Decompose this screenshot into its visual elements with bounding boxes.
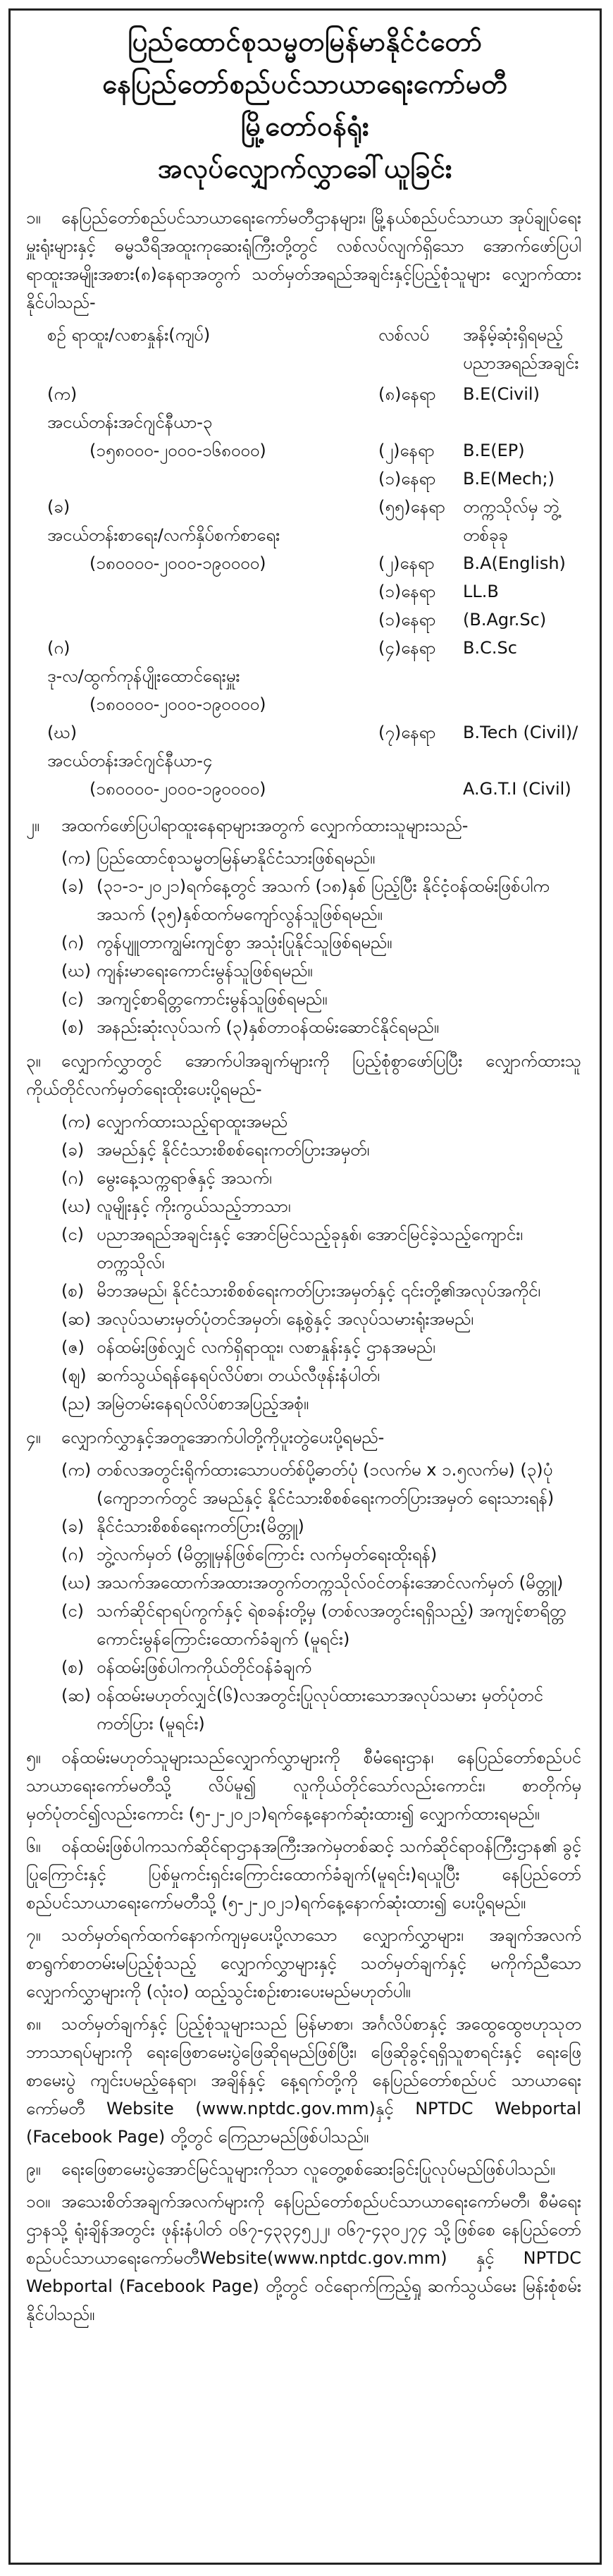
paragraph-6 [26,1832,581,1917]
position-row [47,775,581,803]
announcement-body [11,190,600,2329]
positions-table [26,321,581,803]
list-item [61,1569,581,1597]
list-item-text: လူမျိုးနှင့် ကိုးကွယ်သည့်ဘာသာ၊ [97,1196,291,1216]
qualification: LL.B [463,582,499,601]
announcement-header [11,11,600,190]
vacancy-count: (၄)နေရာ [378,638,436,658]
paragraph-4 [26,1423,581,1452]
list-item-text: အကျင့်စာရိတ္တကောင်းမွန်သူဖြစ်ရမည်။ [97,989,328,1009]
position-name: အငယ်တန်းစာရေး/လက်နှိပ်စက်စာရေး [47,525,280,545]
paragraph-5 [26,1743,581,1828]
list-item-marker: (ခ) [61,1516,85,1536]
paragraph-number: ၈။ [26,2014,41,2034]
list-item [61,1653,581,1681]
vacancy-count: (၂)နေရာ [378,553,435,573]
qualification: B.E(Civil) [463,384,540,404]
paragraph-number: ၅။ [26,1748,41,1767]
list-item-text: နိုင်ငံသားစိစစ်ရေးကတ်ပြား(မိတ္တူ) [97,1516,304,1536]
list-item-text: အလုပ်သမားမှတ်ပုံတင်အမှတ်၊ နေ့စွဲနှင့် အလုပ်သမားရုံးအမည်၊ [97,1309,474,1329]
list-item-marker: (ဂ) [61,1168,85,1188]
qualification: တက္ကသိုလ်မှ ဘွဲ့တစ်ခုခု [463,497,560,545]
list-item-text: လျှောက်ထားသည့်ရာထူးအမည် [97,1112,288,1131]
list-item [61,1333,581,1361]
paragraph-text: ဝန်ထမ်းမဟုတ်သူများသည်လျှောက်လွှာများကို စီမံရေးဌာန၊ နေပြည်တော်စည်ပင် သာယာရေးကော်မတီသို့ လိပ်မူ၍ လူကိုယ်တိုင်သော်လည်းကောင်း၊ စာတိုက်မှ မှတ်ပုံတင်၍လည်းကောင်း (၅-၂-၂၀၂၁)ရက်နေ့နောက်ဆုံးထား၍ လျှောက်ထားရမည်။ [26,1748,581,1824]
list-item-marker: (ဂ) [61,1545,85,1564]
paragraph-number: ၄။ [26,1428,41,1447]
position-row [47,493,581,549]
list-item [61,1277,581,1305]
paragraph-number: ၃။ [26,1051,41,1071]
list-item [61,1136,581,1164]
header-position-salary: စဉ် ရာထူး/လစာနှုန်း(ကျပ်) [47,325,211,345]
list-item-marker: (ဃ) [61,1573,92,1593]
position-name: အငယ်တန်းအင်ဂျင်နီယာ-၄ [47,751,213,771]
list-item-marker: (စ) [61,1281,85,1301]
list-item [61,1597,581,1653]
list-item-text: ဘွဲ့လက်မှတ် (မိတ္တူမှန်ဖြစ်ကြောင်း လက်မှတ်ရေးထိုးရန်) [97,1545,438,1564]
position-marker: (ဃ) [47,723,78,742]
qualification: A.G.T.I (Civil) [463,779,571,799]
paragraph-text: သတ်မှတ်ရက်ထက်နောက်ကျမှပေးပို့လာသော လျှောက်လွှာများ၊ အချက်အလက် စာရွက်စာတမ်းမပြည့်စုံသည့် လျှောက်လွှာများနှင့် သတ်မှတ်ချက်နှင့် မကိုက်ညီသော လျှောက်လွှာများကို (လုံးဝ) ထည့်သွင်းစဉ်းစားပေးမည်မဟုတ်ပါ။ [26,1925,581,2001]
vacancy-count: (၇)နေရာ [378,723,436,742]
position-salary: (၁၅၈၀၀၀-၂၀၀၀-၁၆၈၀၀၀) [89,441,266,460]
list-item [61,985,581,1013]
list-item-text: ကျန်းမာရေးကောင်းမွန်သူဖြစ်ရမည်။ [97,961,313,981]
list-item-text: ကွန်ပျူတာကျွမ်းကျင်စွာ အသုံးပြုနိုင်သူဖြစ်ရမည်။ [97,933,392,952]
list-item-marker: (စ) [61,1657,85,1677]
list-item-text: ဆက်သွယ်ရန်နေရပ်လိပ်စာ၊ တယ်လီဖုန်းနံပါတ်၊ [97,1366,380,1385]
position-spacer [47,465,378,493]
list-item-text: အနည်းဆုံးလုပ်သက် (၃)နှစ်တာဝန်ထမ်းဆောင်နိုင်ရမည်။ [97,1017,439,1037]
list-item-marker: (က) [61,848,92,868]
qualification: B.E(Mech;) [463,469,555,489]
position-row [47,606,581,634]
list-item [61,1220,581,1277]
paragraph-text: လျှောက်လွှာနှင့်အတူအောက်ပါတို့ကိုပူးတွဲပေးပို့ရမည်- [61,1428,385,1447]
list-item-marker: (င) [61,989,85,1009]
vacancy-count: (၁)နေရာ [378,610,436,630]
vacancy-spacer [378,690,463,718]
list-item-marker: (င) [61,1601,85,1621]
vacancy-count: (၈)နေရာ [378,384,436,404]
list-item [61,1681,581,1738]
header-country-line: ပြည်ထောင်စုသမ္မတမြန်မာနိုင်ငံတော် [128,26,483,57]
paragraph-text: အထက်ဖော်ပြပါရာထူးနေရာများအတွက် လျှောက်ထားသူများသည်- [61,816,469,835]
list-item-text: အမြဲတမ်းနေရပ်လိပ်စာအပြည့်အစုံ။ [97,1394,309,1413]
list-item-marker: (ဈ) [61,1366,87,1385]
list-item-text: ပညာအရည်အချင်းနှင့် အောင်မြင်သည့်ခုနှစ်၊ အောင်မြင်ခဲ့သည့်ကျောင်း၊ တက္ကသိုလ်၊ [97,1225,524,1272]
position-row [47,436,581,465]
list-item-marker: (ည) [61,1394,91,1413]
position-name: အငယ်တန်းအင်ဂျင်နီယာ-၃ [47,412,213,432]
position-title [47,634,378,690]
paragraph-1 [26,204,581,317]
requirements-list [26,844,581,1041]
positions-list [47,380,581,803]
paragraph-number: ၁။ [26,208,41,228]
list-item [61,1361,581,1390]
header-vacancy: လစ်လပ် [378,325,430,345]
list-item-text: (၃၁-၁-၂၀၂၁)ရက်နေ့တွင် အသက် (၁၈)နှစ် ပြည့်ပြီး နိုင်ငံ့ဝန်ထမ်းဖြစ်ပါက အသက် (၃၅)နှစ်ထက်မကျော်လွန်သူဖြစ်ရမည်။ [97,876,550,924]
position-marker: (က) [47,384,78,404]
position-salary: (၁၈၀၀၀၀-၂၀၀၀-၁၉၀၀၀၀) [89,694,266,714]
list-item-text: သက်ဆိုင်ရာရပ်ကွက်နှင့် ရဲစခန်းတို့မှ (တစ်လအတွင်းရရှိသည့်) အကျင့်စာရိတ္တကောင်းမွန်ကြောင်းထောက်ခံချက် (မူရင်း) [97,1601,566,1649]
header-qualification-line1: အနိမ့်ဆုံးရှိရမည့် [463,325,563,345]
qualification: B.A(English) [463,553,566,573]
vacancy-count [378,775,463,803]
list-item-marker: (ဂ) [61,933,85,952]
header-committee-line: နေပြည်တော်စည်ပင်သာယာရေးကော်မတီ [102,68,508,99]
paragraph-number: ၁၀။ [26,2192,51,2212]
vacancy-count: (၅၅)နေရာ [378,497,445,517]
position-row [47,634,581,690]
position-title [47,380,378,436]
paragraph-3 [26,1047,581,1103]
position-row [47,577,581,606]
application-details-list [26,1108,581,1418]
list-item-marker: (စ) [61,1017,85,1037]
header-qualification [463,321,581,377]
paragraph-9 [26,2155,581,2183]
paragraph-text: လျှောက်လွှာတွင် အောက်ပါအချက်များကို ပြည့်စုံစွာဖော်ပြပြီး လျှောက်ထားသူ ကိုယ်တိုင်လက်မှတ်ရေးထိုးပေးပို့ရမည်- [26,1051,581,1099]
position-title [47,493,378,549]
list-item [61,872,581,928]
paragraph-7 [26,1921,581,2006]
list-item [61,1108,581,1136]
position-marker: (ဂ) [47,638,70,658]
position-row [47,690,581,718]
list-item [61,1456,581,1512]
qualification: (B.Agr.Sc) [463,610,547,630]
paragraph-2 [26,811,581,840]
list-item-marker: (ဃ) [61,1196,92,1216]
list-item-marker: (ဇ) [61,1337,85,1357]
list-item-text: ဝန်ထမ်းမဟုတ်လျှင်(၆)လအတွင်းပြုလုပ်ထားသောအလုပ်သမား မှတ်ပုံတင်ကတ်ပြား (မူရင်း) [97,1686,543,1734]
paragraph-text: ရေးဖြေစာမေးပွဲအောင်မြင်သူများကိုသာ လူတွေ့စစ်ဆေးခြင်းပြုလုပ်မည်ဖြစ်ပါသည်။ [61,2159,556,2179]
list-item-text: ဝန်ထမ်းဖြစ်လျှင် လက်ရှိရာထူး၊ လစာနှုန်းနှင့် ဌာနအမည်၊ [97,1337,435,1357]
list-item-text: ပြည်ထောင်စုသမ္မတမြန်မာနိုင်ငံသားဖြစ်ရမည်။ [97,848,376,868]
vacancy-count: (၂)နေရာ [378,441,435,460]
position-salary: (၁၈၀၀၀၀-၂၀၀၀-၁၉၀၀၀၀) [89,779,266,799]
list-item-text: ဝန်ထမ်းဖြစ်ပါကကိုယ်တိုင်ဝန်ခံချက် [97,1657,312,1677]
list-item-marker: (ဆ) [61,1309,91,1329]
position-spacer [47,606,378,634]
list-item-marker: (ဆ) [61,1686,91,1705]
list-item-text: အသက်အထောက်အထားအတွက်တက္ကသိုလ်ဝင်တန်းအောင်လက်မှတ် (မိတ္တူ) [97,1573,564,1593]
announcement-frame [8,8,602,2565]
paragraph-text: ဝန်ထမ်းဖြစ်ပါကသက်ဆိုင်ရာဌာနအကြီးအကဲမှတစ်ဆင့် သက်ဆိုင်ရာဝန်ကြီးဌာန၏ ခွင့်ပြုကြောင်းနှင့် ပြစ်မှုကင်းရှင်းကြောင်းထောက်ခံချက်(မူရင်း)ရယူပြီး နေပြည်တော် စည်ပင်သာယာရေးကော်မတီသို့ (၅-၂-၂၀၂၁)ရက်နေ့နောက်ဆုံးထား၍ ပေးပို့ရမည်။ [26,1836,581,1913]
list-item-marker: (ဃ) [61,961,92,981]
list-item [61,1164,581,1192]
qualification: B.E(EP) [463,441,525,460]
header-qualification-line2: ပညာအရည်အချင်း [463,353,579,373]
attachments-list [26,1456,581,1738]
paragraph-10 [26,2188,581,2329]
list-item-marker: (က) [61,1460,92,1480]
header-office-line: မြို့တော်ဝန်ရုံး [240,111,370,142]
list-item-text: မိဘအမည်၊ နိုင်ငံသားစိစစ်ရေးကတ်ပြားအမှတ်နှင့် ၎င်းတို့၏အလုပ်အကိုင်၊ [97,1281,541,1301]
list-item [61,1390,581,1418]
position-row [47,549,581,577]
qualification: B.C.Sc [463,638,517,658]
list-item [61,1512,581,1540]
list-item [61,1305,581,1333]
vacancy-count: (၁)နေရာ [378,469,436,489]
positions-table-header [47,321,581,377]
paragraph-number: ၇။ [26,1925,41,1945]
paragraph-text: အသေးစိတ်အချက်အလက်များကို နေပြည်တော်စည်ပင်သာယာရေးကော်မတီ၊ စီမံရေးဌာနသို့ ရုံးချိန်အတွင်း ဖုန်းနံပါတ် ၀၆၇-၄၃၃၄၅၂၂၊ ၀၆၇-၄၃၀၂၇၄ သို့ဖြစ်စေ နေပြည်တော်စည်ပင်သာယာရေးကော်မတီWebsite(www.nptdc.gov.mm) နှင့် NPTDC Webportal (Facebook Page) တို့တွင် ဝင်ရောက်ကြည့်ရှု ဆက်သွယ်မေး မြန်းစုံစမ်းနိုင်ပါသည်။ [26,2192,581,2324]
position-row [47,380,581,436]
list-item-text: အမည်နှင့် နိုင်ငံသားစိစစ်ရေးကတ်ပြားအမှတ်၊ [97,1140,370,1160]
paragraph-8 [26,2010,581,2151]
position-marker: (ခ) [47,497,70,517]
list-item [61,1013,581,1041]
position-title [47,718,378,775]
position-row [47,718,581,775]
list-item [61,1540,581,1569]
list-item-marker: (ခ) [61,876,85,896]
paragraph-text: သတ်မှတ်ချက်နှင့် ပြည့်စုံသူများသည် မြန်မာစာ၊ အင်္ဂလိပ်စာနှင့် အထွေထွေဗဟုသုတ ဘာသာရပ်များကို ရေးဖြေစာမေးပွဲဖြေဆိုရမည်ဖြစ်ပြီး၊ ဖြေဆိုခွင့်ရရှိသူစာရင်းနှင့် ရေးဖြေစာမေးပွဲ ကျင်းပမည့်နေရာ၊ အချိန်နှင့် နေ့ရက်တို့ကို နေပြည်တော်စည်ပင် သာယာရေးကော်မတီ Website (www.nptdc.gov.mm)နှင့် NPTDC Webportal (Facebook Page) တို့တွင် ကြေညာမည်ဖြစ်ပါသည်။ [26,2014,581,2147]
paragraph-text: နေပြည်တော်စည်ပင်သာယာရေးကော်မတီဌာနများ၊ မြို့နယ်စည်ပင်သာယာ အုပ်ချုပ်ရေးမှူးရုံးများနှင့် ဓမ္မသီရိအထူးကုဆေးရုံကြီးတို့တွင် လစ်လပ်လျက်ရှိသော အောက်ဖော်ပြပါ ရာထူးအမျိုးအစား(၈)နေရာအတွက် သတ်မှတ်အရည်အချင်းနှင့်ပြည့်စုံသူများ လျှောက်ထားနိုင်ပါသည်- [26,208,581,312]
paragraph-number: ၂။ [26,816,40,835]
vacancy-count: (၁)နေရာ [378,582,436,601]
position-row [47,465,581,493]
list-item [61,1192,581,1220]
qualification: B.Tech (Civil)/ [463,723,578,742]
position-name: ဒု-လ/ထွက်ကုန်ပျိုးထောင်ရေးမှူး [47,666,240,686]
announcement-title: အလုပ်လျှောက်လွှာခေါ်ယူခြင်း [157,153,453,184]
position-spacer [47,577,378,606]
paragraph-number: ၉။ [26,2159,41,2179]
list-item [61,957,581,985]
list-item [61,928,581,957]
list-item-marker: (ခ) [61,1140,85,1160]
position-salary: (၁၈၀၀၀၀-၂၀၀၀-၁၉၀၀၀၀) [89,553,266,573]
list-item-text: မွေးနေ့သက္ကရာဇ်နှင့် အသက်၊ [97,1168,272,1188]
paragraph-number: ၆။ [26,1836,41,1856]
list-item-marker: (င) [61,1225,85,1244]
list-item [61,844,581,872]
qualification-spacer [463,690,581,718]
list-item-text: တစ်လအတွင်းရိုက်ထားသောပတ်စ်ပို့ဓာတ်ပုံ (၁လက်မ x ၁.၅လက်မ) (၃)ပုံ (ကျောဘက်တွင် အမည်နှင့် နိုင်ငံသားစိစစ်ရေးကတ်ပြားအမှတ် ရေးသားရန်) [97,1460,555,1508]
list-item-marker: (က) [61,1112,92,1131]
